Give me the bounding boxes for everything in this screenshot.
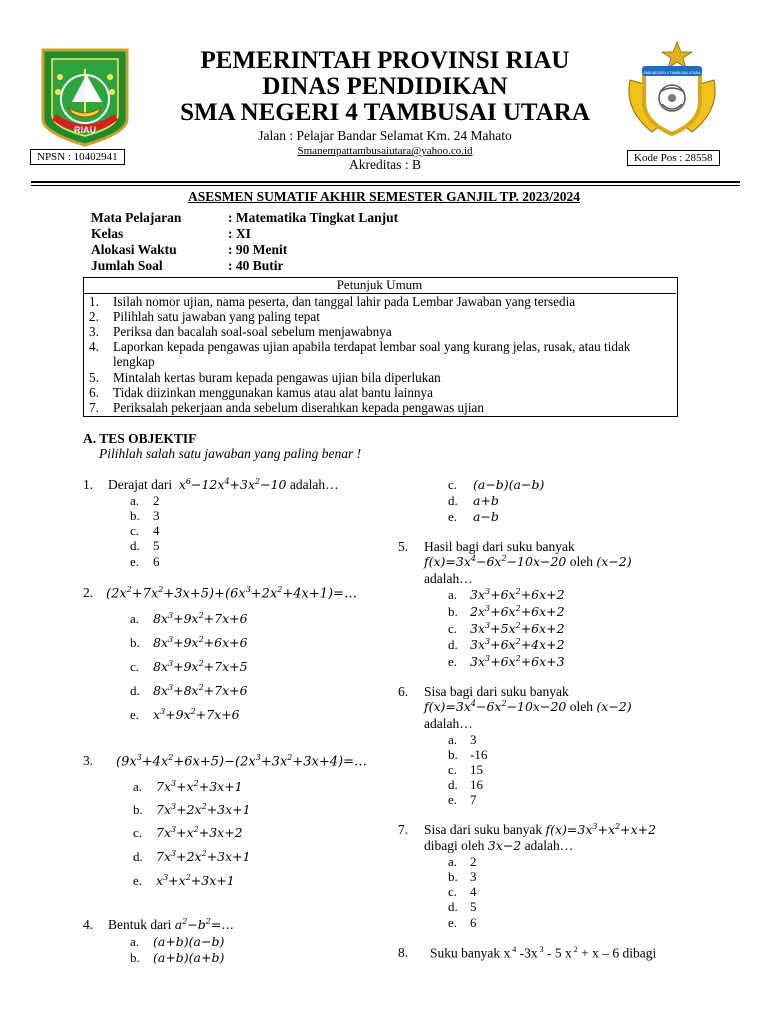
option-expression: a+b bbox=[473, 493, 499, 508]
option-value: 3 bbox=[470, 732, 477, 747]
question-7-text: Sisa dari suku banyak $f(x)=3x^3+x^2+x+2$ bbox=[424, 822, 657, 838]
info-label-kelas: Kelas bbox=[91, 226, 124, 241]
option-expression: $7x^3+x^2+3x+2$ bbox=[156, 825, 243, 841]
option-expression: $3x^3+5x^2+6x+2$ bbox=[470, 621, 565, 637]
option-label: c. bbox=[130, 523, 140, 538]
option-value: 2 bbox=[470, 854, 477, 869]
question-5-polynomial: $f(x)=3x^4-6x^2-10x-20$ oleh (x−2) bbox=[424, 554, 632, 570]
petunjuk-heading: Petunjuk Umum bbox=[83, 277, 676, 294]
school-logo-text: SMA NEGERI 4 TAMBUSAI UTARA bbox=[643, 71, 701, 75]
question-number: 2. bbox=[83, 585, 94, 600]
option-expression: a−b bbox=[473, 509, 499, 524]
option-value: 4 bbox=[470, 884, 477, 899]
option-label: d. bbox=[130, 538, 140, 553]
info-label-waktu: Alokasi Waktu bbox=[91, 242, 177, 257]
option-label: c. bbox=[448, 621, 458, 636]
riau-logo-text: RIAU bbox=[74, 125, 96, 135]
option-label: a. bbox=[448, 732, 458, 747]
option-expression: $x^3+x^2+3x+1$ bbox=[156, 873, 235, 889]
option-value: 15 bbox=[470, 762, 483, 777]
option-label: e. bbox=[130, 707, 140, 722]
option-value: 16 bbox=[470, 777, 483, 792]
kodepos-box: Kode Pos : 28558 bbox=[627, 150, 720, 166]
option-label: b. bbox=[130, 950, 140, 965]
option-label: e. bbox=[448, 915, 458, 930]
info-label-mapel: Mata Pelajaran bbox=[91, 210, 182, 225]
header-rule-thick bbox=[31, 181, 740, 183]
option-label: e. bbox=[448, 509, 458, 524]
option-label: a. bbox=[130, 611, 140, 626]
option-label: a. bbox=[448, 854, 458, 869]
question-5-adalah: adalah… bbox=[424, 571, 473, 586]
option-expression: $8x^3+9x^2+7x+5$ bbox=[153, 659, 248, 675]
option-label: a. bbox=[133, 779, 143, 794]
option-label: a. bbox=[130, 493, 140, 508]
option-expression: $3x^3+6x^2+4x+2$ bbox=[470, 637, 565, 653]
option-label: c. bbox=[130, 659, 140, 674]
option-expression: $2x^3+6x^2+6x+2$ bbox=[470, 604, 565, 620]
option-expression: $7x^3+x^2+3x+1$ bbox=[156, 779, 243, 795]
option-label: d. bbox=[448, 493, 458, 508]
header-rule-thin bbox=[31, 185, 740, 186]
kop-dinas: DINAS PENDIDIKAN bbox=[262, 73, 508, 100]
option-expression: $8x^3+8x^2+7x+6$ bbox=[153, 683, 248, 699]
kop-sekolah: SMA NEGERI 4 TAMBUSAI UTARA bbox=[180, 99, 590, 126]
kop-akreditas: Akreditas : B bbox=[349, 157, 421, 172]
option-label: c. bbox=[448, 762, 458, 777]
question-7-divisor: dibagi oleh 3x−2 adalah… bbox=[424, 838, 574, 853]
exam-title: ASESMEN SUMATIF AKHIR SEMESTER GANJIL TP. 2023/2024 bbox=[188, 189, 580, 204]
option-value: -16 bbox=[470, 747, 488, 762]
option-value: 7 bbox=[470, 792, 477, 807]
option-label: a. bbox=[130, 934, 140, 949]
school-shield-logo bbox=[622, 40, 722, 140]
option-expression: $3x^3+6x^2+6x+2$ bbox=[470, 587, 565, 603]
section-title: A. TES OBJEKTIF bbox=[83, 431, 197, 446]
option-label: e. bbox=[448, 654, 458, 669]
option-value: 6 bbox=[470, 915, 477, 930]
question-6-polynomial: $f(x)=3x^4-6x^2-10x-20$ oleh (x−2) bbox=[424, 699, 632, 715]
option-value: 5 bbox=[470, 899, 477, 914]
option-label: d. bbox=[448, 899, 458, 914]
question-number: 6. bbox=[398, 684, 409, 699]
option-value: 5 bbox=[153, 538, 160, 553]
option-value: 6 bbox=[153, 554, 160, 569]
option-expression: (a−b)(a−b) bbox=[473, 477, 545, 492]
option-value: 3 bbox=[153, 508, 160, 523]
npsn-box: NPSN : 10402941 bbox=[30, 149, 125, 165]
question-number: 1. bbox=[83, 477, 94, 492]
option-label: e. bbox=[130, 554, 140, 569]
info-value-jumlah: : 40 Butir bbox=[228, 258, 284, 273]
option-expression: $8x^3+9x^2+7x+6$ bbox=[153, 611, 248, 627]
option-expression: $8x^3+9x^2+6x+6$ bbox=[153, 635, 248, 651]
question-number: 4. bbox=[83, 917, 94, 932]
question-5-text: Hasil bagi dari suku banyak bbox=[424, 539, 575, 554]
question-3-expression: $(9x^3+4x^2+6x+5)-(2x^3+3x^2+3x+4)=\dots$ bbox=[116, 753, 367, 770]
option-label: b. bbox=[448, 604, 458, 619]
riau-emblem-logo bbox=[40, 47, 130, 147]
option-label: b. bbox=[133, 802, 143, 817]
option-expression: $3x^3+6x^2+6x+3$ bbox=[470, 654, 565, 670]
info-value-mapel: : Matematika Tingkat Lanjut bbox=[228, 210, 399, 225]
question-8-text: Suku banyak x $^4$ -3x $^3$ - 5 x $^2$ + x – 6 dibagi bbox=[430, 945, 657, 961]
option-value: 3 bbox=[470, 869, 477, 884]
option-expression: (a+b)(a+b) bbox=[153, 950, 225, 965]
option-value: 2 bbox=[153, 493, 160, 508]
question-number: 3. bbox=[83, 753, 94, 768]
option-value: 4 bbox=[153, 523, 160, 538]
section-instruction: Pilihlah salah satu jawaban yang paling benar ! bbox=[99, 446, 362, 461]
option-label: d. bbox=[133, 849, 143, 864]
option-label: c. bbox=[133, 825, 143, 840]
kop-pemerintah: PEMERINTAH PROVINSI RIAU bbox=[200, 47, 570, 74]
question-1-text: Derajat dari $x^6-12x^4+3x^2-10$ adalah… bbox=[108, 477, 339, 493]
question-6-adalah: adalah… bbox=[424, 716, 473, 731]
question-6-text: Sisa bagi dari suku banyak bbox=[424, 684, 569, 699]
option-expression: (a+b)(a−b) bbox=[153, 934, 225, 949]
option-label: b. bbox=[448, 747, 458, 762]
option-label: c. bbox=[448, 477, 458, 492]
option-expression: $x^3+9x^2+7x+6$ bbox=[153, 707, 240, 723]
option-label: c. bbox=[448, 884, 458, 899]
info-value-waktu: : 90 Menit bbox=[228, 242, 288, 257]
question-number: 7. bbox=[398, 822, 409, 837]
kop-address: Jalan : Pelajar Bandar Selamat Km. 24 Mahato bbox=[258, 128, 512, 143]
question-number: 5. bbox=[398, 539, 409, 554]
question-number: 8. bbox=[398, 945, 409, 960]
option-expression: $7x^3+2x^2+3x+1$ bbox=[156, 849, 251, 865]
option-label: b. bbox=[130, 508, 140, 523]
option-label: e. bbox=[448, 792, 458, 807]
option-label: b. bbox=[448, 869, 458, 884]
kop-email: Smanempattambusaiutara@yahoo.co.id bbox=[297, 145, 473, 157]
option-expression: $7x^3+2x^2+3x+1$ bbox=[156, 802, 251, 818]
question-2-expression: $(2x^2+7x^2+3x+5)+(6x^3+2x^2+4x+1)=\dots$ bbox=[106, 585, 357, 602]
option-label: d. bbox=[448, 637, 458, 652]
option-label: e. bbox=[133, 873, 143, 888]
info-value-kelas: : XI bbox=[228, 226, 251, 241]
option-label: d. bbox=[448, 777, 458, 792]
info-label-jumlah: Jumlah Soal bbox=[91, 258, 163, 273]
option-label: a. bbox=[448, 587, 458, 602]
option-label: d. bbox=[130, 683, 140, 698]
option-label: b. bbox=[130, 635, 140, 650]
question-4-text: Bentuk dari $a^2-b^2=\dots$ bbox=[108, 917, 234, 933]
